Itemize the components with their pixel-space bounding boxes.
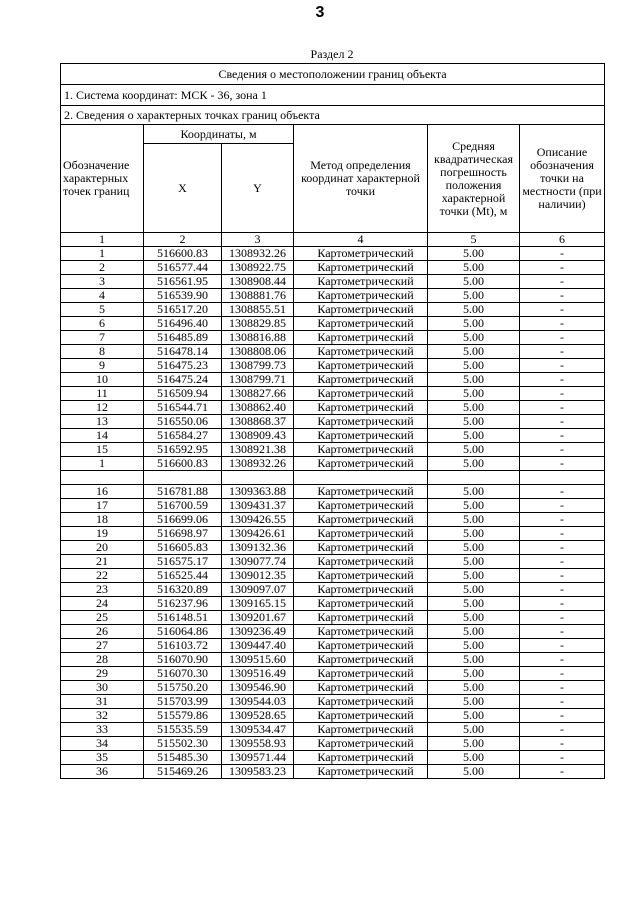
- description-cell: -: [520, 695, 605, 709]
- method-cell: Картометрический: [294, 541, 428, 555]
- empty-cell: [61, 471, 144, 485]
- description-cell: -: [520, 331, 605, 345]
- y-coordinate-cell: 1308827.66: [222, 387, 294, 401]
- header-x: X: [144, 144, 222, 233]
- x-coordinate-cell: 516539.90: [144, 289, 222, 303]
- header-description: Описание обозначения точки на местности (при наличии): [520, 125, 605, 233]
- y-coordinate-cell: 1308909.43: [222, 429, 294, 443]
- y-coordinate-cell: 1309583.23: [222, 765, 294, 779]
- method-cell: Картометрический: [294, 709, 428, 723]
- method-cell: Картометрический: [294, 751, 428, 765]
- y-coordinate-cell: 1308932.26: [222, 247, 294, 261]
- description-cell: -: [520, 709, 605, 723]
- y-coordinate-cell: 1309544.03: [222, 695, 294, 709]
- error-cell: 5.00: [428, 359, 520, 373]
- description-cell: -: [520, 387, 605, 401]
- point-number-cell: 34: [61, 737, 144, 751]
- x-coordinate-cell: 516592.95: [144, 443, 222, 457]
- error-cell: 5.00: [428, 499, 520, 513]
- point-number-cell: 31: [61, 695, 144, 709]
- y-coordinate-cell: 1309571.44: [222, 751, 294, 765]
- x-coordinate-cell: 516475.24: [144, 373, 222, 387]
- point-number-cell: 30: [61, 681, 144, 695]
- method-cell: Картометрический: [294, 373, 428, 387]
- description-cell: -: [520, 457, 605, 471]
- method-cell: Картометрический: [294, 443, 428, 457]
- table-row: [61, 401, 605, 415]
- point-number-cell: 24: [61, 597, 144, 611]
- point-number-cell: 6: [61, 317, 144, 331]
- method-cell: Картометрический: [294, 429, 428, 443]
- point-number-cell: 22: [61, 569, 144, 583]
- y-coordinate-cell: 1308799.71: [222, 373, 294, 387]
- error-cell: 5.00: [428, 485, 520, 499]
- error-cell: 5.00: [428, 597, 520, 611]
- table-row: [61, 625, 605, 639]
- y-coordinate-cell: 1308922.75: [222, 261, 294, 275]
- y-coordinate-cell: 1309426.61: [222, 527, 294, 541]
- table-title-row: [61, 64, 605, 85]
- point-number-cell: 18: [61, 513, 144, 527]
- x-coordinate-cell: 516781.88: [144, 485, 222, 499]
- x-coordinate-cell: 515703.99: [144, 695, 222, 709]
- error-cell: 5.00: [428, 261, 520, 275]
- point-number-cell: 23: [61, 583, 144, 597]
- table-row: [61, 457, 605, 471]
- description-cell: -: [520, 443, 605, 457]
- empty-cell: [222, 471, 294, 485]
- points-title: 2. Сведения о характерных точках границ объекта: [61, 106, 605, 125]
- method-cell: Картометрический: [294, 723, 428, 737]
- method-cell: Картометрический: [294, 569, 428, 583]
- method-cell: Картометрический: [294, 499, 428, 513]
- column-number-cell: 1: [61, 233, 144, 247]
- x-coordinate-cell: 516550.06: [144, 415, 222, 429]
- page-number: 3: [315, 4, 325, 21]
- table-row: [61, 331, 605, 345]
- column-number-cell: 5: [428, 233, 520, 247]
- description-cell: -: [520, 737, 605, 751]
- table-row: [61, 443, 605, 457]
- y-coordinate-cell: 1308868.37: [222, 415, 294, 429]
- point-number-cell: 33: [61, 723, 144, 737]
- point-number-cell: 9: [61, 359, 144, 373]
- y-coordinate-cell: 1309558.93: [222, 737, 294, 751]
- table-row: [61, 723, 605, 737]
- point-number-cell: 27: [61, 639, 144, 653]
- description-cell: -: [520, 401, 605, 415]
- table-row: [61, 681, 605, 695]
- error-cell: 5.00: [428, 541, 520, 555]
- description-cell: -: [520, 247, 605, 261]
- point-number-cell: 21: [61, 555, 144, 569]
- header-point-designation: Обозначение характерных точек границ: [61, 125, 144, 233]
- table-row: [61, 527, 605, 541]
- description-cell: -: [520, 653, 605, 667]
- table-row: [61, 247, 605, 261]
- table-row: [61, 695, 605, 709]
- x-coordinate-cell: 516496.40: [144, 317, 222, 331]
- table-row: [61, 583, 605, 597]
- method-cell: Картометрический: [294, 597, 428, 611]
- error-cell: 5.00: [428, 737, 520, 751]
- error-cell: 5.00: [428, 457, 520, 471]
- point-number-cell: 3: [61, 275, 144, 289]
- y-coordinate-cell: 1308921.38: [222, 443, 294, 457]
- description-cell: -: [520, 583, 605, 597]
- point-number-cell: 35: [61, 751, 144, 765]
- error-cell: 5.00: [428, 247, 520, 261]
- point-number-cell: 7: [61, 331, 144, 345]
- table-row: [61, 261, 605, 275]
- x-coordinate-cell: 516070.30: [144, 667, 222, 681]
- x-coordinate-cell: 516148.51: [144, 611, 222, 625]
- error-cell: 5.00: [428, 751, 520, 765]
- y-coordinate-cell: 1308881.76: [222, 289, 294, 303]
- method-cell: Картометрический: [294, 359, 428, 373]
- point-number-cell: 16: [61, 485, 144, 499]
- empty-cell: [144, 471, 222, 485]
- x-coordinate-cell: 516544.71: [144, 401, 222, 415]
- point-number-cell: 19: [61, 527, 144, 541]
- y-coordinate-cell: 1309363.88: [222, 485, 294, 499]
- y-coordinate-cell: 1309165.15: [222, 597, 294, 611]
- y-coordinate-cell: 1308816.88: [222, 331, 294, 345]
- column-number-cell: 6: [520, 233, 605, 247]
- point-number-cell: 14: [61, 429, 144, 443]
- error-cell: 5.00: [428, 723, 520, 737]
- y-coordinate-cell: 1308908.44: [222, 275, 294, 289]
- description-cell: -: [520, 317, 605, 331]
- boundary-points-table: [60, 63, 605, 779]
- description-cell: -: [520, 639, 605, 653]
- header-coordinates: Координаты, м: [144, 125, 294, 144]
- y-coordinate-cell: 1309097.07: [222, 583, 294, 597]
- point-number-cell: 13: [61, 415, 144, 429]
- method-cell: Картометрический: [294, 639, 428, 653]
- description-cell: -: [520, 667, 605, 681]
- error-cell: 5.00: [428, 415, 520, 429]
- description-cell: -: [520, 541, 605, 555]
- table-row: [61, 597, 605, 611]
- y-coordinate-cell: 1309012.35: [222, 569, 294, 583]
- method-cell: Картометрический: [294, 457, 428, 471]
- point-number-cell: 20: [61, 541, 144, 555]
- y-coordinate-cell: 1308932.26: [222, 457, 294, 471]
- x-coordinate-cell: 516698.97: [144, 527, 222, 541]
- method-cell: Картометрический: [294, 303, 428, 317]
- y-coordinate-cell: 1309431.37: [222, 499, 294, 513]
- y-coordinate-cell: 1308855.51: [222, 303, 294, 317]
- method-cell: Картометрический: [294, 485, 428, 499]
- error-cell: 5.00: [428, 653, 520, 667]
- table-row: [61, 737, 605, 751]
- error-cell: 5.00: [428, 555, 520, 569]
- point-number-cell: 29: [61, 667, 144, 681]
- error-cell: 5.00: [428, 317, 520, 331]
- description-cell: -: [520, 261, 605, 275]
- empty-cell: [520, 471, 605, 485]
- point-number-cell: 1: [61, 457, 144, 471]
- description-cell: -: [520, 681, 605, 695]
- table-row: [61, 639, 605, 653]
- table-row: [61, 275, 605, 289]
- table-row: [61, 513, 605, 527]
- table-row: [61, 765, 605, 779]
- column-number-cell: 4: [294, 233, 428, 247]
- method-cell: Картометрический: [294, 331, 428, 345]
- error-cell: 5.00: [428, 513, 520, 527]
- method-cell: Картометрический: [294, 653, 428, 667]
- description-cell: -: [520, 415, 605, 429]
- table-row: [61, 429, 605, 443]
- x-coordinate-cell: 516525.44: [144, 569, 222, 583]
- point-number-cell: 12: [61, 401, 144, 415]
- x-coordinate-cell: 516575.17: [144, 555, 222, 569]
- description-cell: -: [520, 359, 605, 373]
- table-row: [61, 387, 605, 401]
- method-cell: Картометрический: [294, 317, 428, 331]
- error-cell: 5.00: [428, 765, 520, 779]
- table-row: [61, 611, 605, 625]
- point-number-cell: 28: [61, 653, 144, 667]
- header-row-1: [61, 125, 605, 144]
- table-row: [61, 499, 605, 513]
- table-row: [61, 289, 605, 303]
- error-cell: 5.00: [428, 275, 520, 289]
- x-coordinate-cell: 516600.83: [144, 457, 222, 471]
- error-cell: 5.00: [428, 583, 520, 597]
- x-coordinate-cell: 516561.95: [144, 275, 222, 289]
- y-coordinate-cell: 1309132.36: [222, 541, 294, 555]
- x-coordinate-cell: 516485.89: [144, 331, 222, 345]
- x-coordinate-cell: 515579.86: [144, 709, 222, 723]
- x-coordinate-cell: 516070.90: [144, 653, 222, 667]
- method-cell: Картометрический: [294, 289, 428, 303]
- table-row: [61, 555, 605, 569]
- point-number-cell: 26: [61, 625, 144, 639]
- method-cell: Картометрический: [294, 667, 428, 681]
- method-cell: Картометрический: [294, 611, 428, 625]
- y-coordinate-cell: 1309201.67: [222, 611, 294, 625]
- coord-system-row: [61, 85, 605, 106]
- point-number-cell: 11: [61, 387, 144, 401]
- column-number-cell: 3: [222, 233, 294, 247]
- y-coordinate-cell: 1308799.73: [222, 359, 294, 373]
- description-cell: -: [520, 625, 605, 639]
- table-row: [61, 667, 605, 681]
- error-cell: 5.00: [428, 639, 520, 653]
- table-title: Сведения о местоположении границ объекта: [61, 64, 605, 85]
- x-coordinate-cell: 515502.30: [144, 737, 222, 751]
- point-number-cell: 2: [61, 261, 144, 275]
- description-cell: -: [520, 751, 605, 765]
- error-cell: 5.00: [428, 681, 520, 695]
- y-coordinate-cell: 1309426.55: [222, 513, 294, 527]
- x-coordinate-cell: 516517.20: [144, 303, 222, 317]
- y-coordinate-cell: 1309447.40: [222, 639, 294, 653]
- table-row: [61, 541, 605, 555]
- x-coordinate-cell: 516320.89: [144, 583, 222, 597]
- points-title-row: [61, 106, 605, 125]
- error-cell: 5.00: [428, 331, 520, 345]
- error-cell: 5.00: [428, 695, 520, 709]
- description-cell: -: [520, 723, 605, 737]
- x-coordinate-cell: 515469.26: [144, 765, 222, 779]
- table-row: [61, 415, 605, 429]
- description-cell: -: [520, 499, 605, 513]
- point-number-cell: 5: [61, 303, 144, 317]
- error-cell: 5.00: [428, 303, 520, 317]
- description-cell: -: [520, 429, 605, 443]
- point-number-cell: 10: [61, 373, 144, 387]
- x-coordinate-cell: 516237.96: [144, 597, 222, 611]
- point-number-cell: 15: [61, 443, 144, 457]
- point-number-cell: 4: [61, 289, 144, 303]
- method-cell: Картометрический: [294, 261, 428, 275]
- table-row: [61, 359, 605, 373]
- method-cell: Картометрический: [294, 527, 428, 541]
- method-cell: Картометрический: [294, 625, 428, 639]
- section-label: Раздел 2: [310, 47, 354, 61]
- method-cell: Картометрический: [294, 555, 428, 569]
- description-cell: -: [520, 303, 605, 317]
- description-cell: -: [520, 597, 605, 611]
- error-cell: 5.00: [428, 401, 520, 415]
- table-row: [61, 751, 605, 765]
- y-coordinate-cell: 1309516.49: [222, 667, 294, 681]
- description-cell: -: [520, 345, 605, 359]
- method-cell: Картометрический: [294, 247, 428, 261]
- description-cell: -: [520, 513, 605, 527]
- error-cell: 5.00: [428, 443, 520, 457]
- header-error: Средняя квадратическая погрешность положения характерной точки (Mt), м: [428, 125, 520, 233]
- x-coordinate-cell: 516699.06: [144, 513, 222, 527]
- contour-separator-row: [61, 471, 605, 485]
- error-cell: 5.00: [428, 345, 520, 359]
- y-coordinate-cell: 1309236.49: [222, 625, 294, 639]
- x-coordinate-cell: 516605.83: [144, 541, 222, 555]
- x-coordinate-cell: 516064.86: [144, 625, 222, 639]
- table-row: [61, 709, 605, 723]
- description-cell: -: [520, 373, 605, 387]
- y-coordinate-cell: 1309534.47: [222, 723, 294, 737]
- method-cell: Картометрический: [294, 387, 428, 401]
- error-cell: 5.00: [428, 289, 520, 303]
- y-coordinate-cell: 1308829.85: [222, 317, 294, 331]
- x-coordinate-cell: 516509.94: [144, 387, 222, 401]
- method-cell: Картометрический: [294, 681, 428, 695]
- point-number-cell: 1: [61, 247, 144, 261]
- method-cell: Картометрический: [294, 275, 428, 289]
- table-row: [61, 373, 605, 387]
- empty-cell: [428, 471, 520, 485]
- y-coordinate-cell: 1309546.90: [222, 681, 294, 695]
- error-cell: 5.00: [428, 373, 520, 387]
- y-coordinate-cell: 1309528.65: [222, 709, 294, 723]
- point-number-cell: 17: [61, 499, 144, 513]
- description-cell: -: [520, 765, 605, 779]
- x-coordinate-cell: 516584.27: [144, 429, 222, 443]
- y-coordinate-cell: 1308808.06: [222, 345, 294, 359]
- x-coordinate-cell: 516478.14: [144, 345, 222, 359]
- description-cell: -: [520, 275, 605, 289]
- y-coordinate-cell: 1309515.60: [222, 653, 294, 667]
- description-cell: -: [520, 527, 605, 541]
- description-cell: -: [520, 611, 605, 625]
- table-row: [61, 485, 605, 499]
- table-row: [61, 317, 605, 331]
- header-method: Метод определения координат характерной точки: [294, 125, 428, 233]
- y-coordinate-cell: 1308862.40: [222, 401, 294, 415]
- error-cell: 5.00: [428, 625, 520, 639]
- method-cell: Картометрический: [294, 513, 428, 527]
- coord-system: 1. Система координат: МСК - 36, зона 1: [61, 85, 605, 106]
- x-coordinate-cell: 516475.23: [144, 359, 222, 373]
- x-coordinate-cell: 515750.20: [144, 681, 222, 695]
- point-number-cell: 25: [61, 611, 144, 625]
- column-number-cell: 2: [144, 233, 222, 247]
- error-cell: 5.00: [428, 527, 520, 541]
- x-coordinate-cell: 516103.72: [144, 639, 222, 653]
- method-cell: Картометрический: [294, 345, 428, 359]
- table-row: [61, 345, 605, 359]
- header-y: Y: [222, 144, 294, 233]
- x-coordinate-cell: 516577.44: [144, 261, 222, 275]
- description-cell: -: [520, 555, 605, 569]
- description-cell: -: [520, 569, 605, 583]
- method-cell: Картометрический: [294, 737, 428, 751]
- x-coordinate-cell: 515535.59: [144, 723, 222, 737]
- error-cell: 5.00: [428, 387, 520, 401]
- error-cell: 5.00: [428, 569, 520, 583]
- method-cell: Картометрический: [294, 695, 428, 709]
- error-cell: 5.00: [428, 429, 520, 443]
- description-cell: -: [520, 289, 605, 303]
- empty-cell: [294, 471, 428, 485]
- method-cell: Картометрический: [294, 765, 428, 779]
- x-coordinate-cell: 516600.83: [144, 247, 222, 261]
- method-cell: Картометрический: [294, 415, 428, 429]
- error-cell: 5.00: [428, 709, 520, 723]
- method-cell: Картометрический: [294, 401, 428, 415]
- y-coordinate-cell: 1309077.74: [222, 555, 294, 569]
- error-cell: 5.00: [428, 667, 520, 681]
- column-number-row: [61, 233, 605, 247]
- x-coordinate-cell: 516700.59: [144, 499, 222, 513]
- description-cell: -: [520, 485, 605, 499]
- method-cell: Картометрический: [294, 583, 428, 597]
- point-number-cell: 32: [61, 709, 144, 723]
- point-number-cell: 36: [61, 765, 144, 779]
- table-row: [61, 653, 605, 667]
- point-number-cell: 8: [61, 345, 144, 359]
- x-coordinate-cell: 515485.30: [144, 751, 222, 765]
- error-cell: 5.00: [428, 611, 520, 625]
- table-row: [61, 303, 605, 317]
- table-row: [61, 569, 605, 583]
